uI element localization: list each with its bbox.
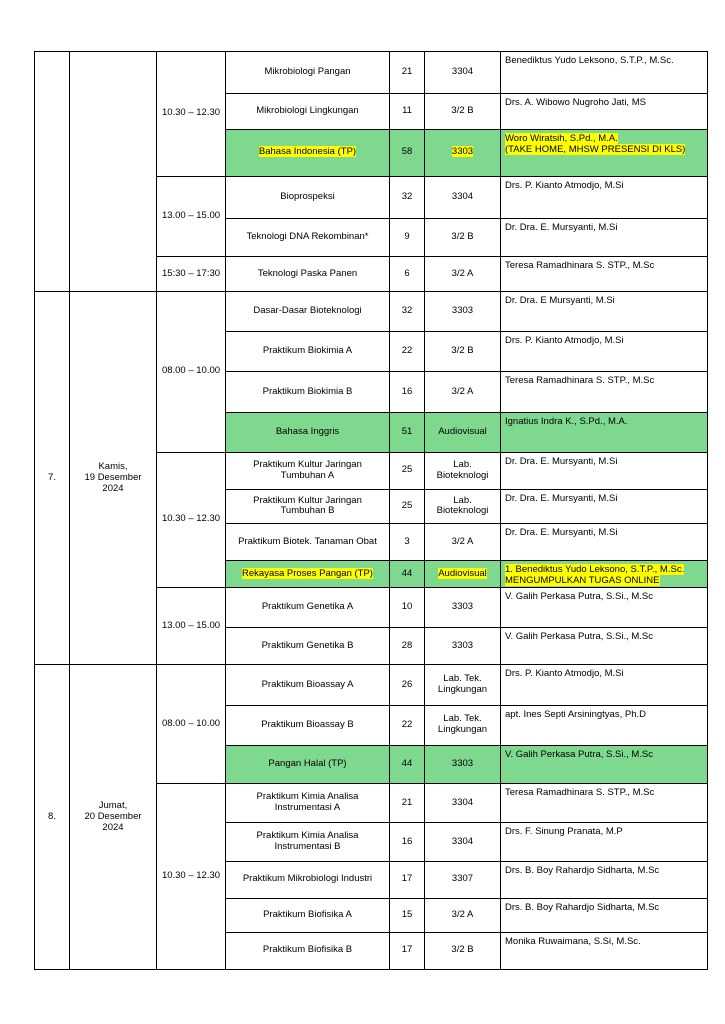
course-name xyxy=(226,412,390,452)
cell-line: Mikrobiologi Pangan xyxy=(264,66,351,78)
cell-line: Praktikum Mikrobiologi Industri xyxy=(242,873,373,885)
room xyxy=(425,862,501,898)
cell-line: Drs. F. Sinung Pranata, M.P xyxy=(505,826,623,838)
room xyxy=(425,372,501,412)
course-name xyxy=(226,52,390,94)
time-text: 10.30 – 12.30 xyxy=(161,870,221,882)
course-name xyxy=(226,745,390,783)
cell-line: Praktikum Bioassay A xyxy=(261,678,354,690)
cell-line: Praktikum Genetika A xyxy=(261,601,354,613)
course-name xyxy=(226,862,390,898)
time-slot xyxy=(157,452,226,587)
cell-line: Pangan Halal (TP) xyxy=(268,757,347,769)
student-count xyxy=(390,452,425,489)
cell-line: 3/2 B xyxy=(451,105,474,117)
room xyxy=(425,218,501,256)
lecturer xyxy=(501,130,708,176)
cell-line: Lab. Tek. xyxy=(443,673,482,685)
course-name xyxy=(226,452,390,489)
cell-line: Praktikum Biokimia B xyxy=(262,385,353,397)
cell-line: Praktikum Biokimia A xyxy=(262,345,353,357)
course-name xyxy=(226,588,390,628)
course-name xyxy=(226,218,390,256)
count-text: 26 xyxy=(401,678,413,690)
cell-line: Rekayasa Proses Pangan (TP) xyxy=(242,567,373,579)
room xyxy=(425,932,501,969)
cell-line: Praktikum Kultur Jaringan xyxy=(253,494,362,506)
day-number xyxy=(35,292,70,665)
count-text: 3 xyxy=(404,535,410,547)
lecturer xyxy=(501,52,708,94)
lecturer xyxy=(501,823,708,862)
count-text: 17 xyxy=(401,944,413,956)
lecturer xyxy=(501,292,708,332)
count-text: 25 xyxy=(401,464,413,476)
student-count xyxy=(390,745,425,783)
course-name xyxy=(226,332,390,372)
course-name xyxy=(226,561,390,588)
count-text: 28 xyxy=(401,639,413,651)
student-count xyxy=(390,52,425,94)
cell-line: 3303 xyxy=(451,146,474,158)
student-count xyxy=(390,94,425,130)
cell-line: 3/2 A xyxy=(451,908,474,920)
table-row xyxy=(35,52,708,94)
course-name xyxy=(226,256,390,291)
count-text: 22 xyxy=(401,345,413,357)
count-text: 58 xyxy=(401,146,413,158)
cell-line: Praktikum Bioassay B xyxy=(261,718,354,730)
day-date xyxy=(70,292,157,665)
count-text: 6 xyxy=(404,267,410,279)
lecturer xyxy=(501,745,708,783)
cell-line: Praktikum Genetika B xyxy=(261,639,354,651)
lecturer xyxy=(501,452,708,489)
time-text: 13.00 – 15.00 xyxy=(161,619,221,631)
cell-line: Drs. A. Wibowo Nugroho Jati, MS xyxy=(505,97,646,109)
room xyxy=(425,412,501,452)
cell-line: Lingkungan xyxy=(437,684,488,696)
cell-line: Lab. Tek. xyxy=(443,713,482,725)
cell-line: Teresa Ramadhinara S. STP., M.Sc xyxy=(505,375,655,387)
cell-line: 20 Desember xyxy=(84,810,142,822)
student-count xyxy=(390,130,425,176)
day-date xyxy=(70,52,157,292)
count-text: 21 xyxy=(401,66,413,78)
cell-line: 3303 xyxy=(451,757,474,769)
cell-line: V. Galih Perkasa Putra, S.Si., M.Sc xyxy=(505,631,654,643)
count-text: 11 xyxy=(402,105,412,117)
count-text: 25 xyxy=(401,500,413,512)
cell-line: Lab. xyxy=(453,494,472,506)
count-text: 32 xyxy=(401,190,413,202)
cell-line: Instrumentasi B xyxy=(274,841,341,853)
cell-line: 2024 xyxy=(102,821,124,833)
lecturer xyxy=(501,665,708,705)
cell-line: Dr. Dra. E Mursyanti, M.Si xyxy=(505,295,615,307)
room xyxy=(425,52,501,94)
course-name xyxy=(226,628,390,665)
count-text: 9 xyxy=(404,230,410,242)
student-count xyxy=(390,823,425,862)
lecturer xyxy=(501,94,708,130)
cell-line: Tumbuhan A xyxy=(280,469,335,481)
count-text: 17 xyxy=(401,873,413,885)
day-number-text: 7. xyxy=(48,471,56,483)
room xyxy=(425,256,501,291)
cell-line: Benediktus Yudo Leksono, S.T.P., M.Sc. xyxy=(505,55,674,66)
table-row xyxy=(35,292,708,332)
student-count xyxy=(390,561,425,588)
count-text: 10 xyxy=(401,601,413,613)
student-count xyxy=(390,332,425,372)
schedule-table xyxy=(34,51,708,970)
cell-line: Drs. B. Boy Rahardjo Sidharta, M.Sc xyxy=(505,865,660,877)
highlight-mark xyxy=(452,146,473,157)
cell-line: Ignatius Indra K., S.Pd., M.A. xyxy=(505,415,628,427)
student-count xyxy=(390,862,425,898)
course-name xyxy=(226,823,390,862)
student-count xyxy=(390,489,425,523)
course-name xyxy=(226,94,390,130)
room xyxy=(425,130,501,176)
cell-line: 3303 xyxy=(451,305,474,317)
cell-line: Instrumentasi A xyxy=(274,802,341,814)
lecturer xyxy=(501,489,708,523)
student-count xyxy=(390,665,425,705)
cell-line: Bahasa Inggris xyxy=(275,425,340,437)
cell-line: Dr. Dra. E. Mursyanti, M.Si xyxy=(505,492,618,504)
schedule-body xyxy=(35,52,708,970)
cell-line: Bioteknologi xyxy=(436,469,489,481)
count-text: 32 xyxy=(401,305,413,317)
cell-line: apt. Ines Septi Arsiningtyas, Ph.D xyxy=(505,708,646,720)
cell-line: Drs. P. Kianto Atmodjo, M.Si xyxy=(505,179,624,191)
day-number xyxy=(35,665,70,970)
room xyxy=(425,745,501,783)
cell-line: Audiovisual xyxy=(438,425,487,437)
cell-line: 3/2 B xyxy=(451,230,474,242)
time-slot xyxy=(157,588,226,665)
highlight-mark xyxy=(259,146,356,157)
count-text: 16 xyxy=(401,385,413,397)
time-text: 10.30 – 12.30 xyxy=(161,107,221,119)
cell-line: 1. Benediktus Yudo Leksono, S.T.P., M.Sc. xyxy=(505,564,685,576)
course-name xyxy=(226,489,390,523)
lecturer xyxy=(501,932,708,969)
cell-line: Dr. Dra. E. Mursyanti, M.Si xyxy=(505,527,618,539)
cell-line: Teresa Ramadhinara S. STP., M.Sc xyxy=(505,259,655,271)
cell-line: Monika Ruwaimana, S.Si, M.Sc. xyxy=(505,935,641,947)
cell-line: Teknologi Paska Panen xyxy=(257,267,358,279)
cell-line: Praktikum Kultur Jaringan xyxy=(253,458,362,470)
student-count xyxy=(390,898,425,932)
cell-line: Audiovisual xyxy=(438,567,487,579)
time-slot xyxy=(157,176,226,256)
course-name xyxy=(226,932,390,969)
count-text: 21 xyxy=(401,796,413,808)
student-count xyxy=(390,705,425,745)
time-text: 15:30 – 17:30 xyxy=(161,267,221,279)
room xyxy=(425,524,501,561)
student-count xyxy=(390,412,425,452)
student-count xyxy=(390,932,425,969)
room xyxy=(425,94,501,130)
lecturer xyxy=(501,332,708,372)
student-count xyxy=(390,256,425,291)
room xyxy=(425,784,501,823)
student-count xyxy=(390,176,425,218)
cell-line: Praktikum Biotek. Tanaman Obat xyxy=(238,535,377,547)
course-name xyxy=(226,705,390,745)
cell-line: Jumat, xyxy=(98,799,128,811)
student-count xyxy=(390,524,425,561)
day-number xyxy=(35,52,70,292)
course-name xyxy=(226,372,390,412)
time-slot xyxy=(157,292,226,453)
cell-line: 3304 xyxy=(451,835,474,847)
cell-line: 3/2 B xyxy=(451,944,474,956)
count-text: 22 xyxy=(401,718,413,730)
time-slot xyxy=(157,256,226,291)
cell-line: 3303 xyxy=(451,639,474,651)
student-count xyxy=(390,292,425,332)
time-slot xyxy=(157,784,226,970)
room xyxy=(425,898,501,932)
time-slot xyxy=(157,665,226,784)
student-count xyxy=(390,628,425,665)
room xyxy=(425,665,501,705)
cell-line: Drs. P. Kianto Atmodjo, M.Si xyxy=(505,668,624,680)
room xyxy=(425,628,501,665)
cell-line: Dr. Dra. E. Mursyanti, M.Si xyxy=(505,455,618,467)
cell-line: 2024 xyxy=(102,482,124,494)
room xyxy=(425,332,501,372)
room xyxy=(425,452,501,489)
room xyxy=(425,588,501,628)
lecturer xyxy=(501,372,708,412)
course-name xyxy=(226,784,390,823)
count-text: 51 xyxy=(401,425,413,437)
time-text: 08.00 – 10.00 xyxy=(161,717,221,729)
room xyxy=(425,705,501,745)
room xyxy=(425,489,501,523)
highlight-mark xyxy=(505,564,684,586)
cell-line: Kamis, xyxy=(98,460,128,472)
highlight-mark xyxy=(505,133,685,155)
cell-line: Praktikum Kimia Analisa xyxy=(256,791,359,803)
cell-line: Bioteknologi xyxy=(436,505,489,517)
student-count xyxy=(390,218,425,256)
cell-line: Dr. Dra. E. Mursyanti, M.Si xyxy=(505,221,618,233)
cell-line: V. Galih Perkasa Putra, S.Si., M.Sc xyxy=(505,591,654,603)
cell-line: 3/2 A xyxy=(451,267,474,279)
cell-line: Praktikum Kimia Analisa xyxy=(256,830,359,842)
time-text: 08.00 – 10.00 xyxy=(161,365,221,377)
count-text: 44 xyxy=(401,567,413,579)
time-text: 13.00 – 15.00 xyxy=(161,209,221,221)
cell-line: Bioprospeksi xyxy=(280,190,335,202)
room xyxy=(425,292,501,332)
room xyxy=(425,176,501,218)
lecturer xyxy=(501,561,708,588)
lecturer xyxy=(501,218,708,256)
time-text: 10.30 – 12.30 xyxy=(161,513,221,525)
cell-line: (TAKE HOME, MHSW PRESENSI DI KLS) xyxy=(505,144,686,156)
table-row xyxy=(35,665,708,705)
cell-line: Drs. B. Boy Rahardjo Sidharta, M.Sc xyxy=(505,901,660,913)
lecturer xyxy=(501,862,708,898)
lecturer xyxy=(501,628,708,665)
course-name xyxy=(226,176,390,218)
cell-line: MENGUMPULKAN TUGAS ONLINE xyxy=(505,575,660,587)
time-slot xyxy=(157,52,226,177)
student-count xyxy=(390,784,425,823)
cell-line: Mikrobiologi Lingkungan xyxy=(256,105,359,117)
cell-line: Praktikum Biofisika A xyxy=(263,908,352,920)
course-name xyxy=(226,130,390,176)
lecturer xyxy=(501,412,708,452)
cell-line: Teknologi DNA Rekombinan* xyxy=(246,230,369,242)
lecturer xyxy=(501,256,708,291)
highlight-mark xyxy=(242,568,373,579)
room xyxy=(425,561,501,588)
cell-line: Tumbuhan B xyxy=(280,505,335,517)
student-count xyxy=(390,588,425,628)
room xyxy=(425,823,501,862)
cell-line: Praktikum Biofisika B xyxy=(262,944,353,956)
cell-line: 3/2 B xyxy=(451,345,474,357)
lecturer xyxy=(501,524,708,561)
lecturer xyxy=(501,588,708,628)
day-date xyxy=(70,665,157,970)
cell-line: 19 Desember xyxy=(84,471,142,483)
cell-line: Drs. P. Kianto Atmodjo, M.Si xyxy=(505,335,624,347)
cell-line: Bahasa Indonesia (TP) xyxy=(258,146,357,158)
count-text: 15 xyxy=(401,908,413,920)
student-count xyxy=(390,372,425,412)
cell-line: 3304 xyxy=(451,796,474,808)
cell-line: 3307 xyxy=(451,873,474,885)
course-name xyxy=(226,665,390,705)
count-text: 44 xyxy=(401,757,413,769)
cell-line: Teresa Ramadhinara S. STP., M.Sc xyxy=(505,787,655,798)
cell-line: 3303 xyxy=(451,601,474,613)
course-name xyxy=(226,292,390,332)
cell-line: Lingkungan xyxy=(437,724,488,736)
count-text: 16 xyxy=(401,835,413,847)
lecturer xyxy=(501,176,708,218)
cell-line: V. Galih Perkasa Putra, S.Si., M.Sc xyxy=(505,748,654,760)
course-name xyxy=(226,898,390,932)
cell-line: 3/2 A xyxy=(451,535,474,547)
lecturer xyxy=(501,898,708,932)
cell-line: 3304 xyxy=(451,190,474,202)
day-number-text: 8. xyxy=(48,810,56,822)
lecturer xyxy=(501,705,708,745)
lecturer xyxy=(501,784,708,823)
cell-line: Lab. xyxy=(453,458,472,470)
cell-line: 3304 xyxy=(451,66,474,78)
cell-line: 3/2 A xyxy=(451,385,474,397)
cell-line: Woro Wiratsih, S.Pd., M.A. xyxy=(505,133,618,145)
course-name xyxy=(226,524,390,561)
highlight-mark xyxy=(438,568,487,579)
cell-line: Dasar-Dasar Bioteknologi xyxy=(253,305,362,317)
